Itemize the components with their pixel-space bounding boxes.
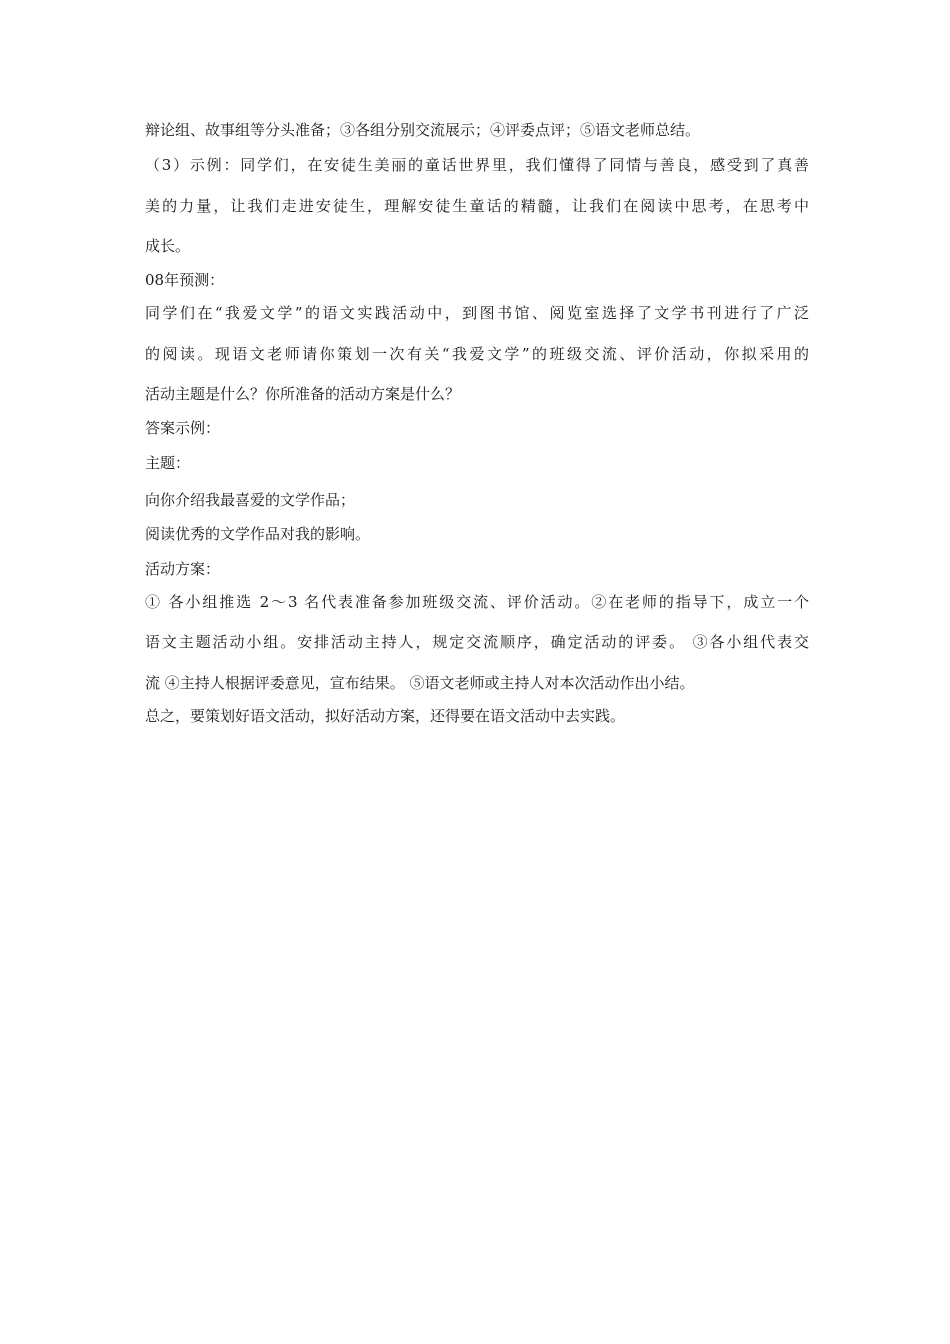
text-line: 向你介绍我最喜爱的文学作品； [145, 491, 356, 509]
text-line: 美的力量，让我们走进安徒生，理解安徒生童话的精髓，让我们在阅读中思考，在思考中 [145, 197, 809, 215]
text-line: 活动方案： [145, 560, 221, 578]
text-line: 活动主题是什么？你所准备的活动方案是什么？ [145, 385, 461, 403]
text-line: 主题： [145, 454, 191, 472]
text-line: 阅读优秀的文学作品对我的影响。 [145, 525, 371, 543]
text-line: （3）示例：同学们，在安徒生美丽的童话世界里，我们懂得了同情与善良，感受到了真善 [145, 156, 809, 174]
text-line: 08年预测： [145, 271, 225, 289]
text-line: 语文主题活动小组。安排活动主持人，规定交流顺序，确定活动的评委。 ③各小组代表交 [145, 633, 809, 651]
text-line: ① 各小组推选 2～3 名代表准备参加班级交流、评价活动。②在老师的指导下，成立一个 [145, 593, 809, 611]
text-line: 同学们在“我爱文学”的语文实践活动中，到图书馆、阅览室选择了文学书刊进行了广泛 [145, 304, 809, 322]
text-line: 辩论组、故事组等分头准备；③各组分别交流展示；④评委点评；⑤语文老师总结。 [145, 121, 701, 139]
text-line: 总之，要策划好语文活动，拟好活动方案，还得要在语文活动中去实践。 [145, 707, 626, 725]
text-line: 成长。 [145, 237, 191, 255]
text-line: 流 ④主持人根据评委意见，宣布结果。 ⑤语文老师或主持人对本次活动作出小结。 [145, 674, 695, 692]
text-line: 答案示例： [145, 419, 221, 437]
text-line: 的阅读。现语文老师请你策划一次有关“我爱文学”的班级交流、评价活动，你拟采用的 [145, 345, 809, 363]
document-body [145, 119, 809, 728]
